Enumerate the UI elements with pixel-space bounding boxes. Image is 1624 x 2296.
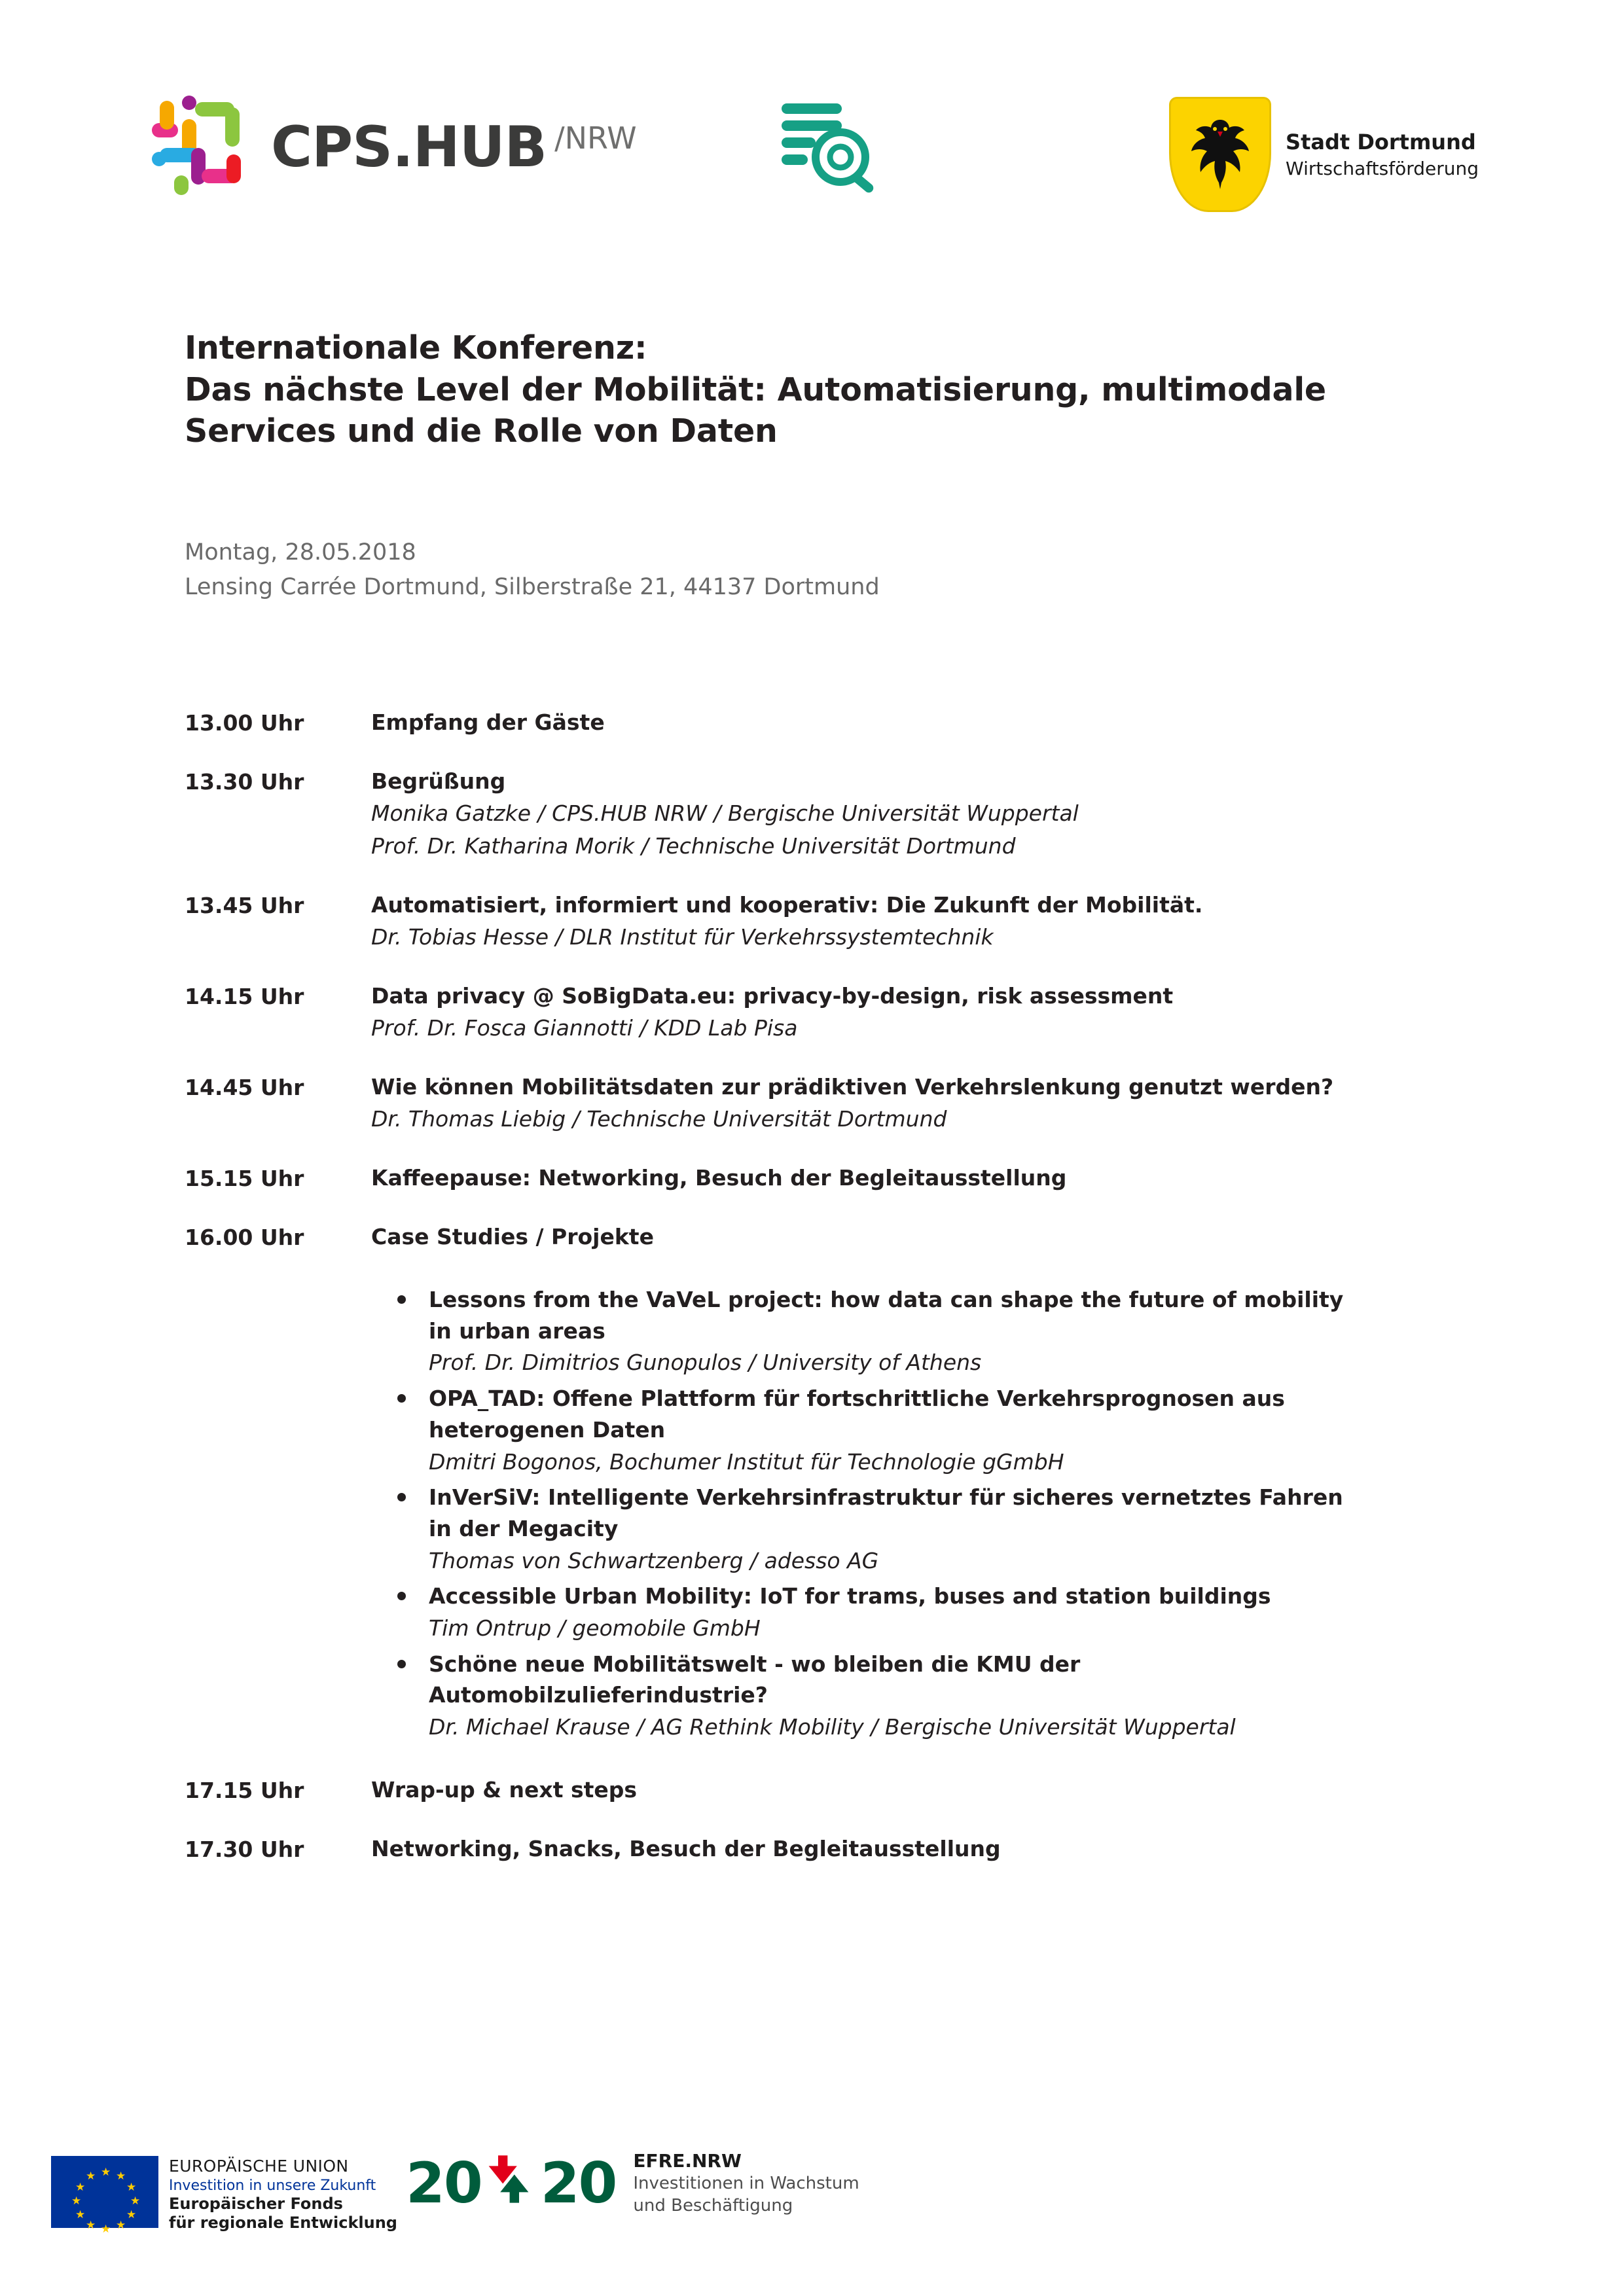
agenda-time: 17.15 Uhr <box>185 1777 304 1803</box>
efre-sub-line-1: Investitionen in Wachstum <box>633 2174 859 2194</box>
stadt-dortmund-logo <box>1169 97 1479 212</box>
event-details <box>185 535 1468 605</box>
agenda-row <box>185 889 1468 954</box>
page-title-line-1: Internationale Konferenz: <box>185 329 647 367</box>
agenda-time: 15.15 Uhr <box>185 1166 304 1191</box>
agenda-body <box>371 889 1468 954</box>
agenda-title: Empfang der Gäste <box>371 709 605 735</box>
case-title-cont: in urban areas <box>429 1318 605 1344</box>
agenda-speaker: Monika Gatzke / CPS.HUB NRW / Bergische Universität Wuppertal <box>371 800 1079 826</box>
nrw-arrows-icon <box>483 2153 539 2214</box>
agenda-body <box>371 1774 1468 1806</box>
list-item <box>371 1581 1468 1644</box>
eu-flag-icon: ★ ★ ★ ★ ★ ★ ★ ★ ★ ★ ★ ★ <box>51 2156 158 2228</box>
cps-hub-nrw-suffix: /NRW <box>554 120 637 156</box>
dortmund-name-line: Stadt Dortmund <box>1286 129 1476 154</box>
efre-sub-line-2: und Beschäftigung <box>633 2196 793 2216</box>
agenda-title: Networking, Snacks, Besuch der Begleitausstellung <box>371 1835 1001 1861</box>
agenda-title: Wie können Mobilitätsdaten zur prädiktiven Verkehrslenkung genutzt werden? <box>371 1074 1334 1100</box>
nrw-number-first: 20 <box>406 2150 482 2216</box>
dortmund-sub-line: Wirtschaftsförderung <box>1286 157 1479 179</box>
case-speaker: Dmitri Bogonos, Bochumer Institut für Technologie gGmbH <box>429 1448 1064 1475</box>
bullet-icon <box>397 1295 406 1304</box>
list-item <box>371 1284 1468 1379</box>
agenda-title: Automatisiert, informiert und kooperativ: Die Zukunft der Mobilität. <box>371 892 1203 918</box>
case-title: Accessible Urban Mobility: IoT for trams, buses and station buildings <box>429 1583 1271 1609</box>
document-footer <box>0 2144 1624 2269</box>
case-studies-list <box>371 1284 1468 1744</box>
document-header <box>0 85 1624 249</box>
list-item <box>371 1383 1468 1478</box>
agenda-row <box>185 1774 1468 1806</box>
agenda-speaker: Prof. Dr. Fosca Giannotti / KDD Lab Pisa <box>371 1014 798 1041</box>
eu-funding-logo <box>51 2156 397 2235</box>
agenda-row <box>185 1071 1468 1136</box>
agenda-title: Wrap-up & next steps <box>371 1776 638 1803</box>
event-date: Montag, 28.05.2018 <box>185 539 416 565</box>
agenda-body <box>371 707 1468 739</box>
agenda-body <box>371 1162 1468 1194</box>
agenda-speaker: Dr. Tobias Hesse / DLR Institut für Verkehrssystemtechnik <box>371 924 994 950</box>
cps-hub-logo <box>149 92 637 203</box>
case-speaker: Thomas von Schwartzenberg / adesso AG <box>429 1547 879 1573</box>
case-speaker: Prof. Dr. Dimitrios Gunopulos / University of Athens <box>429 1350 982 1376</box>
event-location: Lensing Carrée Dortmund, Silberstraße 21, 44137 Dortmund <box>185 574 880 601</box>
bullet-icon <box>397 1660 406 1668</box>
agenda-time: 17.30 Uhr <box>185 1836 304 1862</box>
agenda-time: 13.00 Uhr <box>185 710 304 736</box>
agenda-row <box>185 1162 1468 1194</box>
list-item <box>371 1482 1468 1577</box>
agenda-body <box>371 1071 1468 1136</box>
agenda-title: Data privacy @ SoBigData.eu: privacy-by-design, risk assessment <box>371 983 1174 1009</box>
case-speaker: Dr. Michael Krause / AG Rethink Mobility / Bergische Universität Wuppertal <box>429 1714 1236 1740</box>
page-title <box>185 327 1468 452</box>
case-title-cont: heterogenen Daten <box>429 1416 666 1443</box>
agenda-list <box>185 707 1468 1892</box>
case-speaker: Tim Ontrup / geomobile GmbH <box>429 1615 761 1641</box>
case-title: OPA_TAD: Offene Plattform für fortschrittliche Verkehrsprognosen aus <box>429 1385 1285 1411</box>
cps-hub-mark-icon <box>149 92 259 203</box>
cps-hub-wordmark: CPS.HUB <box>271 115 547 180</box>
dortmund-crest-icon <box>1169 97 1271 212</box>
agenda-body <box>371 980 1468 1045</box>
efre-title: EFRE.NRW <box>633 2150 742 2172</box>
eu-fund-line-1: Europäischer Fonds <box>169 2195 343 2214</box>
page-title-line-2: Das nächste Level der Mobilität: Automatisierung, multimodale <box>185 370 1326 408</box>
agenda-speaker: Dr. Thomas Liebig / Technische Universität Dortmund <box>371 1105 947 1132</box>
page-title-line-3: Services und die Rolle von Daten <box>185 412 778 450</box>
agenda-row <box>185 766 1468 863</box>
agenda-body <box>371 1221 1468 1748</box>
case-title-cont: Automobilzulieferindustrie? <box>429 1682 768 1708</box>
agenda-time: 14.15 Uhr <box>185 984 304 1009</box>
efre-nrw-logo <box>406 2149 859 2217</box>
agenda-speaker: Prof. Dr. Katharina Morik / Technische Universität Dortmund <box>371 833 1016 859</box>
case-title: Lessons from the VaVeL project: how data can shape the future of mobility <box>429 1286 1344 1312</box>
agenda-row <box>185 1833 1468 1865</box>
list-item <box>371 1649 1468 1744</box>
data-search-icon <box>772 99 884 198</box>
case-title-cont: in der Megacity <box>429 1515 619 1541</box>
agenda-time: 14.45 Uhr <box>185 1075 304 1100</box>
agenda-body <box>371 766 1468 863</box>
agenda-row <box>185 707 1468 739</box>
case-title: InVerSiV: Intelligente Verkehrsinfrastruktur für sicheres vernetztes Fahren <box>429 1484 1343 1511</box>
bullet-icon <box>397 1394 406 1403</box>
agenda-title: Begrüßung <box>371 768 506 794</box>
bullet-icon <box>397 1493 406 1501</box>
eu-fund-line-2: für regionale Entwicklung <box>169 2213 397 2232</box>
agenda-title: Kaffeepause: Networking, Besuch der Begleitausstellung <box>371 1165 1067 1191</box>
nrw-2020-mark <box>406 2150 617 2216</box>
agenda-title: Case Studies / Projekte <box>371 1223 654 1249</box>
eu-title: EUROPÄISCHE UNION <box>169 2157 349 2176</box>
case-title: Schöne neue Mobilitätswelt - wo bleiben die KMU der <box>429 1651 1081 1677</box>
agenda-row <box>185 1221 1468 1748</box>
agenda-time: 13.30 Uhr <box>185 768 304 795</box>
bullet-icon <box>397 1592 406 1600</box>
agenda-body <box>371 1833 1468 1865</box>
eu-subtitle: Investition in unsere Zukunft <box>169 2177 376 2194</box>
agenda-time: 16.00 Uhr <box>185 1224 304 1250</box>
agenda-row <box>185 980 1468 1045</box>
nrw-number-second: 20 <box>540 2150 617 2216</box>
agenda-time: 13.45 Uhr <box>185 893 304 918</box>
